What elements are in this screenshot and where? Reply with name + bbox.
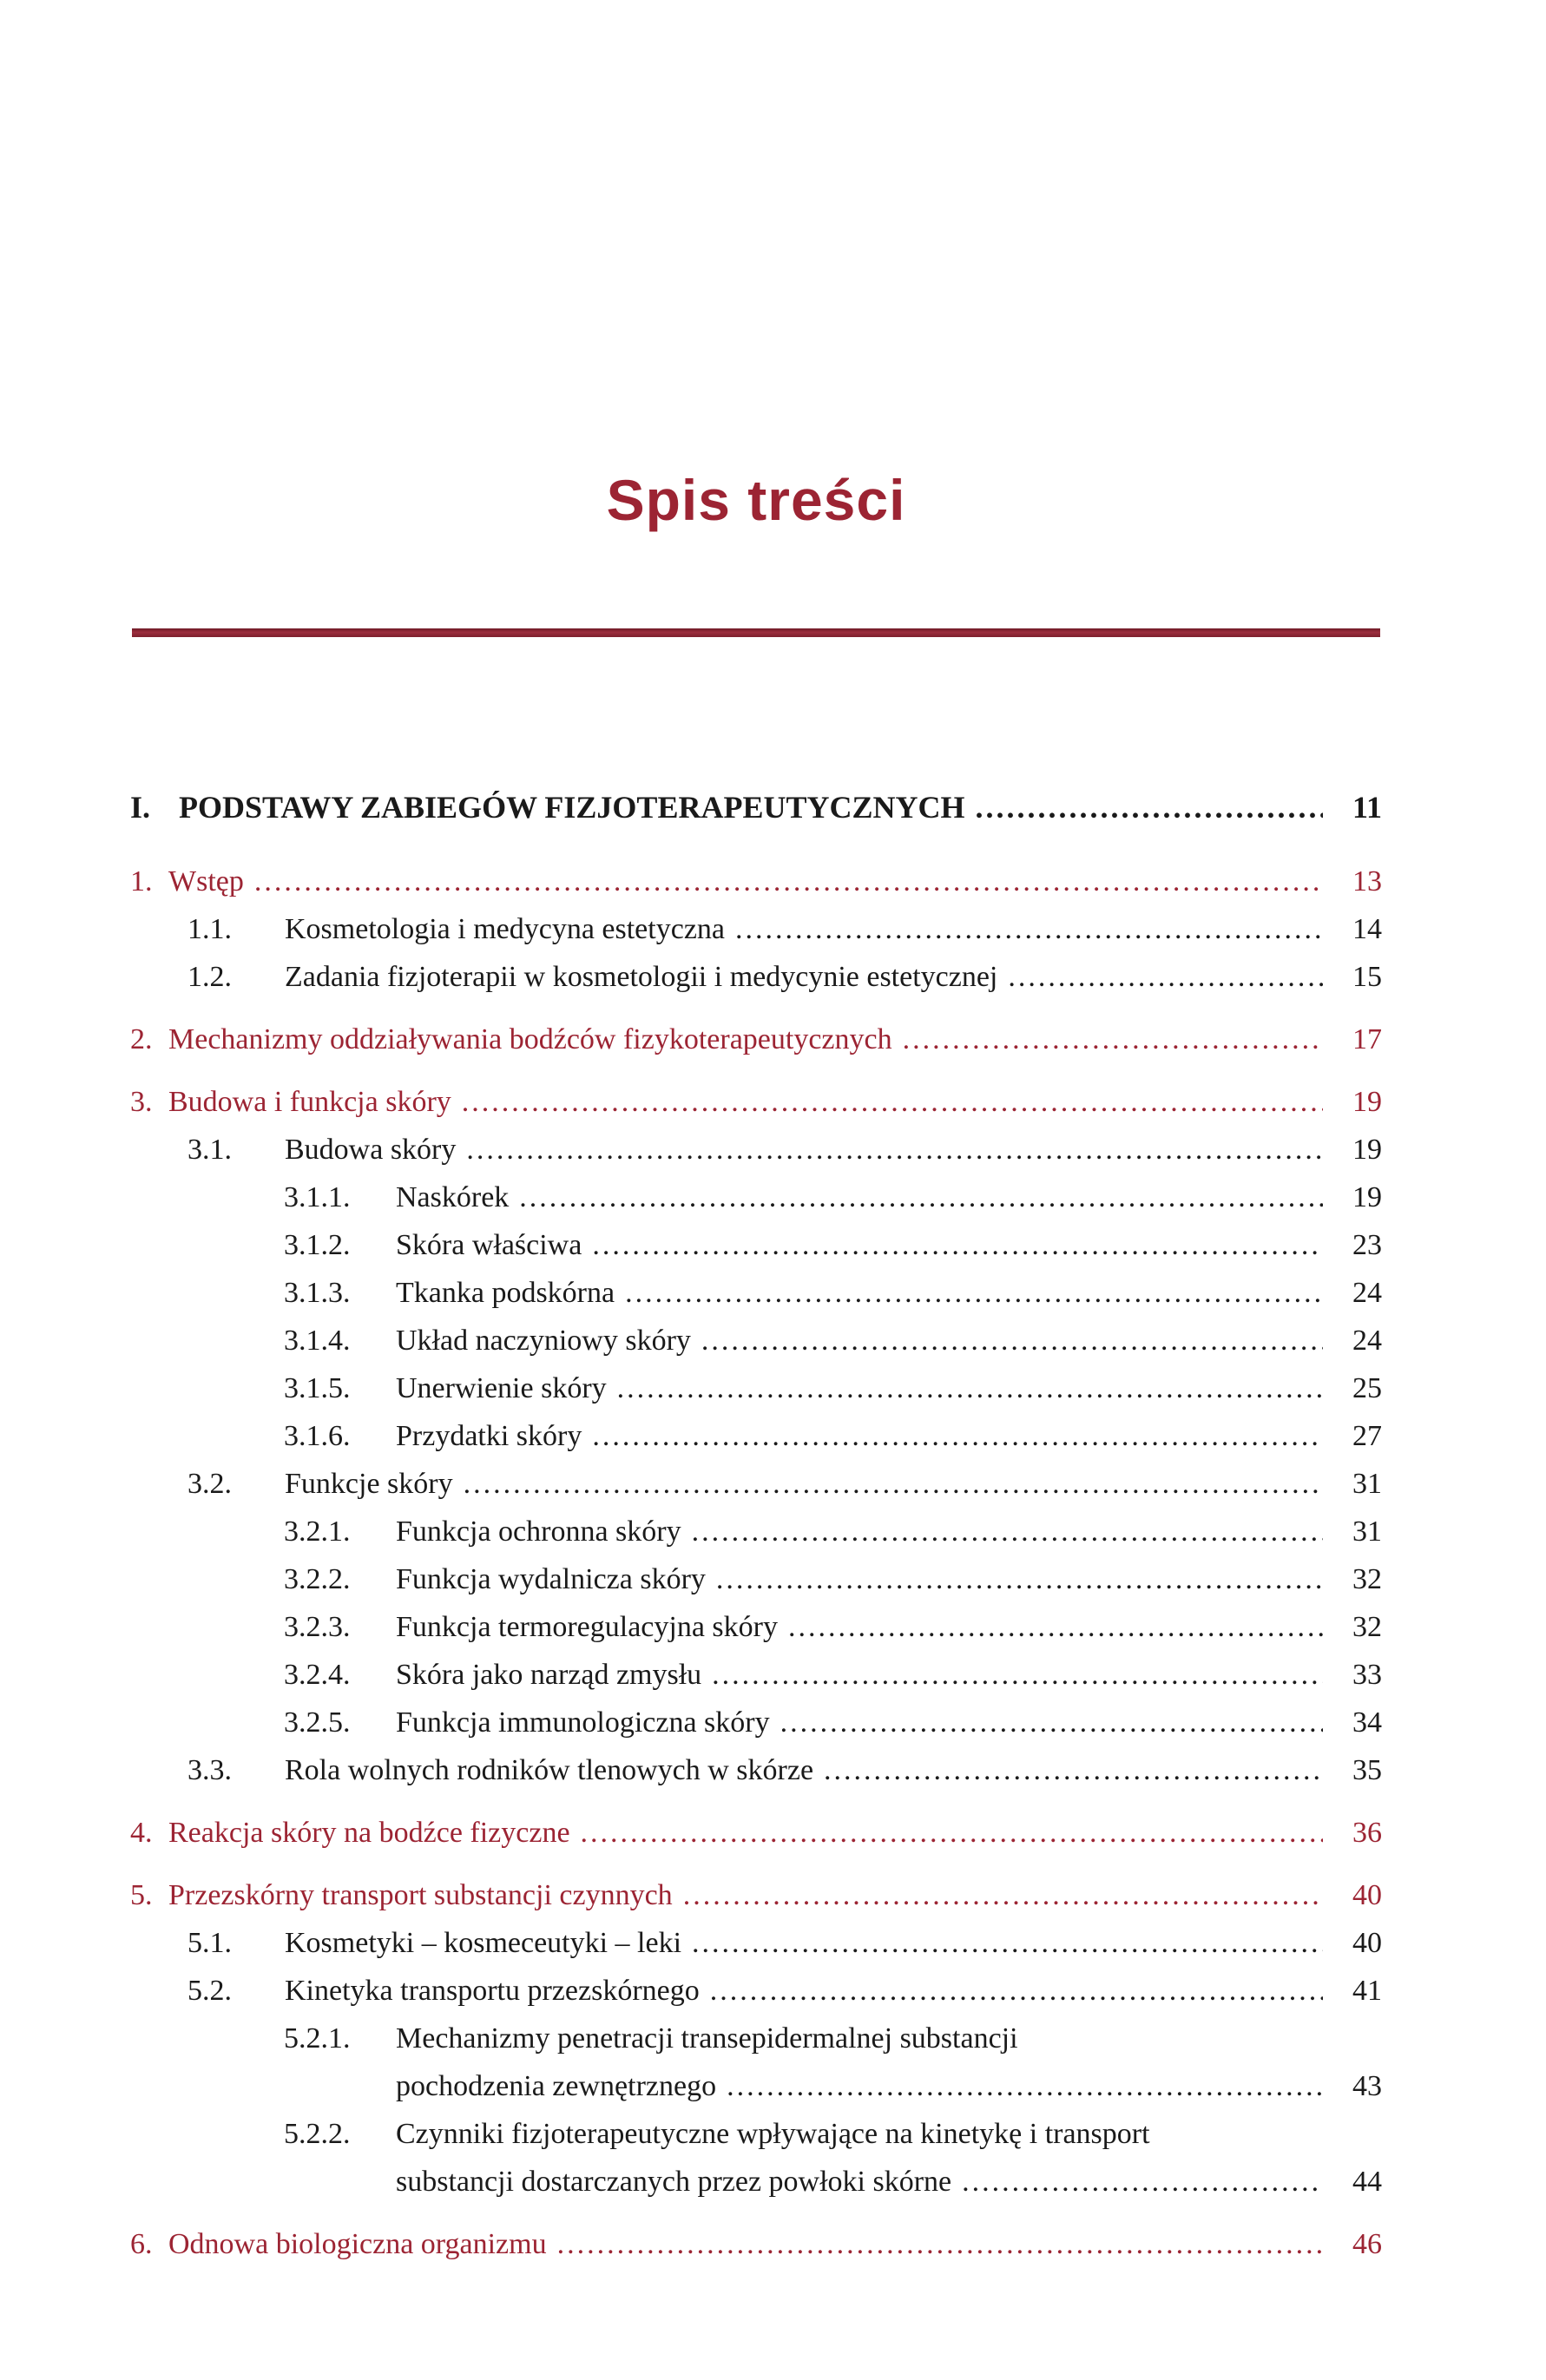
entry-body	[285, 1967, 1382, 2015]
entry-body	[285, 1746, 1382, 1794]
toc-entry	[130, 2220, 1382, 2268]
entry-line-1	[285, 953, 1382, 1001]
dot-leader	[466, 1126, 1323, 1174]
entry-page: 27	[1352, 1420, 1382, 1452]
entry-number: 2.	[130, 1023, 153, 1055]
entry-number: 5.	[130, 1879, 153, 1911]
entry-number: 3.1.	[187, 1134, 232, 1166]
entry-continuation: pochodzenia zewnętrznego	[396, 2070, 717, 2102]
entry-label: Funkcja ochronna skóry	[396, 1515, 681, 1548]
dot-leader	[712, 1651, 1323, 1699]
entry-number: 6.	[130, 2228, 153, 2260]
dot-leader	[625, 1269, 1323, 1317]
entry-label: Mechanizmy oddziaływania bodźców fizykoterapeutycznych	[168, 1023, 892, 1055]
dot-leader	[519, 1174, 1323, 1221]
toc-entry	[130, 1699, 1382, 1746]
entry-line-1	[396, 1221, 1382, 1269]
entry-label: Wstęp	[168, 865, 244, 897]
entry-label: Zadania fizjoterapii w kosmetologii i medycynie estetycznej	[285, 961, 998, 993]
entry-body	[396, 1412, 1382, 1460]
entry-number: 3.1.1.	[284, 1181, 351, 1213]
entry-label: Unerwienie skóry	[396, 1372, 607, 1404]
entry-line-1	[168, 1078, 1382, 1126]
entry-body	[168, 2220, 1382, 2268]
dot-leader	[683, 1871, 1323, 1919]
entry-line-1	[396, 1699, 1382, 1746]
entry-body	[396, 2110, 1382, 2206]
entry-number: 4.	[130, 1817, 153, 1849]
toc-entry	[130, 1508, 1382, 1555]
toc-entry	[130, 1078, 1382, 1126]
entry-number: 3.2.4.	[284, 1659, 351, 1691]
toc-entry	[130, 1460, 1382, 1508]
entry-label: Przydatki skóry	[396, 1420, 582, 1452]
entry-line-1	[396, 1364, 1382, 1412]
entry-page: 44	[1352, 2166, 1382, 2198]
entry-continuation: substancji dostarczanych przez powłoki skórne	[396, 2166, 952, 2198]
dot-leader	[727, 2062, 1323, 2110]
entry-page: 15	[1352, 961, 1382, 993]
entry-body	[396, 1651, 1382, 1699]
entry-page: 40	[1352, 1879, 1382, 1911]
entry-line-1	[168, 1871, 1382, 1919]
entry-body	[285, 1919, 1382, 1967]
entry-body	[285, 1460, 1382, 1508]
entry-page: 17	[1352, 1023, 1382, 1055]
entry-body	[285, 953, 1382, 1001]
entry-line-1	[285, 1126, 1382, 1174]
page-title: Spis treści	[606, 468, 906, 532]
entry-label: Przezskórny transport substancji czynnych	[168, 1879, 673, 1911]
dot-leader	[903, 1016, 1323, 1063]
entry-line-2	[396, 2062, 1382, 2110]
entry-line-1	[396, 1269, 1382, 1317]
toc-entry	[130, 1016, 1382, 1063]
entry-number: 3.2.3.	[284, 1611, 351, 1643]
entry-number: 3.3.	[187, 1754, 232, 1786]
entry-number: 3.	[130, 1086, 153, 1118]
entry-body	[396, 1317, 1382, 1364]
entry-body	[179, 784, 1382, 832]
dot-leader	[692, 1919, 1323, 1967]
entry-label: Funkcja termoregulacyjna skóry	[396, 1611, 778, 1643]
dot-leader	[692, 1508, 1323, 1555]
toc-entry	[130, 953, 1382, 1001]
entry-line-1	[396, 1651, 1382, 1699]
entry-line-1	[396, 2015, 1382, 2062]
toc-entry	[130, 1269, 1382, 1317]
toc-entry	[130, 1412, 1382, 1460]
entry-page: 19	[1352, 1086, 1382, 1118]
toc-entry	[130, 1967, 1382, 2015]
entry-number: 5.1.	[187, 1927, 232, 1959]
entry-number: 3.1.2.	[284, 1229, 351, 1261]
entry-page: 41	[1352, 1975, 1382, 2007]
entry-body	[396, 1269, 1382, 1317]
entry-page: 24	[1352, 1277, 1382, 1309]
entry-number: 1.	[130, 865, 153, 897]
entry-label: Kinetyka transportu przezskórnego	[285, 1975, 700, 2007]
toc-entry	[130, 1809, 1382, 1857]
entry-body	[168, 1809, 1382, 1857]
dot-leader	[962, 2158, 1323, 2206]
entry-label: Rola wolnych rodników tlenowych w skórze	[285, 1754, 814, 1786]
entry-line-1	[396, 1555, 1382, 1603]
entry-page: 36	[1352, 1817, 1382, 1849]
entry-number: 3.1.4.	[284, 1325, 351, 1357]
entry-page: 19	[1352, 1134, 1382, 1166]
entry-label: Reakcja skóry na bodźce fizyczne	[168, 1817, 570, 1849]
dot-leader	[788, 1603, 1323, 1651]
entry-label: Kosmetyki – kosmeceutyki – leki	[285, 1927, 682, 1959]
toc-entry	[130, 1871, 1382, 1919]
toc-entry	[130, 2110, 1382, 2206]
toc-entry	[130, 1555, 1382, 1603]
entry-body	[168, 1016, 1382, 1063]
entry-number: 3.2.	[187, 1468, 232, 1500]
entry-body	[168, 858, 1382, 905]
entry-line-1	[168, 1809, 1382, 1857]
entry-body	[396, 1603, 1382, 1651]
entry-label: Kosmetologia i medycyna estetyczna	[285, 913, 725, 945]
toc-entry	[130, 784, 1382, 832]
entry-body	[396, 1555, 1382, 1603]
toc-entry	[130, 1174, 1382, 1221]
entry-page: 13	[1352, 865, 1382, 897]
entry-body	[396, 1364, 1382, 1412]
dot-leader	[592, 1221, 1323, 1269]
entry-number: 1.1.	[187, 913, 232, 945]
divider-rule	[132, 628, 1380, 637]
dot-leader	[1008, 953, 1323, 1001]
entry-number: 5.2.1.	[284, 2022, 351, 2055]
entry-body	[396, 1221, 1382, 1269]
toc-entry	[130, 1651, 1382, 1699]
entry-page: 32	[1352, 1611, 1382, 1643]
dot-leader	[464, 1460, 1323, 1508]
entry-page: 46	[1352, 2228, 1382, 2260]
toc-entry	[130, 1746, 1382, 1794]
toc-entry	[130, 1919, 1382, 1967]
entry-line-1	[396, 1174, 1382, 1221]
entry-body	[396, 1174, 1382, 1221]
dot-leader	[710, 1967, 1323, 2015]
entry-label: Budowa i funkcja skóry	[168, 1086, 451, 1118]
entry-line-1	[285, 905, 1382, 953]
entry-page: 43	[1352, 2070, 1382, 2102]
entry-line-1	[285, 1746, 1382, 1794]
entry-line-1	[285, 1919, 1382, 1967]
toc-entry	[130, 1603, 1382, 1651]
dot-leader	[557, 2220, 1323, 2268]
dot-leader	[701, 1317, 1323, 1364]
entry-label: PODSTAWY ZABIEGÓW FIZJOTERAPEUTYCZNYCH	[179, 790, 965, 825]
dot-leader	[716, 1555, 1323, 1603]
entry-line-1	[179, 784, 1382, 832]
entry-number: I.	[130, 790, 151, 825]
toc-entry	[130, 1317, 1382, 1364]
dot-leader	[735, 905, 1323, 953]
entry-line-1	[168, 2220, 1382, 2268]
entry-label: Funkcja immunologiczna skóry	[396, 1706, 770, 1739]
dot-leader	[592, 1412, 1323, 1460]
entry-number: 5.2.2.	[284, 2118, 351, 2150]
toc-entry	[130, 905, 1382, 953]
entry-label: Budowa skóry	[285, 1134, 457, 1166]
entry-line-1	[285, 1967, 1382, 2015]
entry-page: 14	[1352, 913, 1382, 945]
entry-line-1	[396, 2110, 1382, 2158]
entry-line-1	[396, 1508, 1382, 1555]
toc-entry	[130, 1126, 1382, 1174]
entry-page: 31	[1352, 1515, 1382, 1548]
entry-label: Skóra jako narząd zmysłu	[396, 1659, 702, 1691]
entry-line-1	[168, 858, 1382, 905]
entry-page: 34	[1352, 1706, 1382, 1739]
entry-number: 1.2.	[187, 961, 232, 993]
entry-label: Funkcja wydalnicza skóry	[396, 1563, 706, 1595]
entry-label: Funkcje skóry	[285, 1468, 453, 1500]
entry-body	[396, 2015, 1382, 2110]
toc-entry	[130, 1364, 1382, 1412]
dot-leader	[975, 784, 1323, 832]
dot-leader	[462, 1078, 1323, 1126]
dot-leader	[824, 1746, 1323, 1794]
entry-page: 32	[1352, 1563, 1382, 1595]
entry-number: 5.2.	[187, 1975, 232, 2007]
entry-number: 3.2.2.	[284, 1563, 351, 1595]
entry-line-1	[396, 1317, 1382, 1364]
dot-leader	[617, 1364, 1323, 1412]
dot-leader	[780, 1699, 1323, 1746]
entry-line-1	[396, 1412, 1382, 1460]
entry-body	[168, 1078, 1382, 1126]
entry-page: 40	[1352, 1927, 1382, 1959]
entry-page: 24	[1352, 1325, 1382, 1357]
entry-page: 35	[1352, 1754, 1382, 1786]
dot-leader	[254, 858, 1323, 905]
entry-page: 23	[1352, 1229, 1382, 1261]
entry-number: 3.2.5.	[284, 1706, 351, 1739]
entry-line-1	[168, 1016, 1382, 1063]
entry-line-1	[396, 1603, 1382, 1651]
entry-body	[396, 1699, 1382, 1746]
toc-entry	[130, 2015, 1382, 2110]
entry-label: Odnowa biologiczna organizmu	[168, 2228, 547, 2260]
entry-page: 19	[1352, 1181, 1382, 1213]
entry-label: Skóra właściwa	[396, 1229, 582, 1261]
entry-label: Układ naczyniowy skóry	[396, 1325, 691, 1357]
entry-page: 25	[1352, 1372, 1382, 1404]
entry-label: Naskórek	[396, 1181, 510, 1213]
entry-label: Mechanizmy penetracji transepidermalnej substancji	[396, 2022, 1018, 2055]
toc-entry	[130, 1221, 1382, 1269]
entry-body	[285, 1126, 1382, 1174]
entry-page: 33	[1352, 1659, 1382, 1691]
entry-body	[168, 1871, 1382, 1919]
entry-body	[285, 905, 1382, 953]
entry-number: 3.1.5.	[284, 1372, 351, 1404]
entry-line-1	[285, 1460, 1382, 1508]
entry-number: 3.1.3.	[284, 1277, 351, 1309]
entry-body	[396, 1508, 1382, 1555]
entry-number: 3.1.6.	[284, 1420, 351, 1452]
entry-label: Tkanka podskórna	[396, 1277, 615, 1309]
entry-number: 3.2.1.	[284, 1515, 351, 1548]
entry-page: 11	[1352, 790, 1382, 825]
toc-entries	[130, 784, 1382, 2268]
entry-label: Czynniki fizjoterapeutyczne wpływające na kinetykę i transport	[396, 2118, 1150, 2150]
entry-page: 31	[1352, 1468, 1382, 1500]
toc-entry	[130, 858, 1382, 905]
entry-line-2	[396, 2158, 1382, 2206]
dot-leader	[581, 1809, 1323, 1857]
